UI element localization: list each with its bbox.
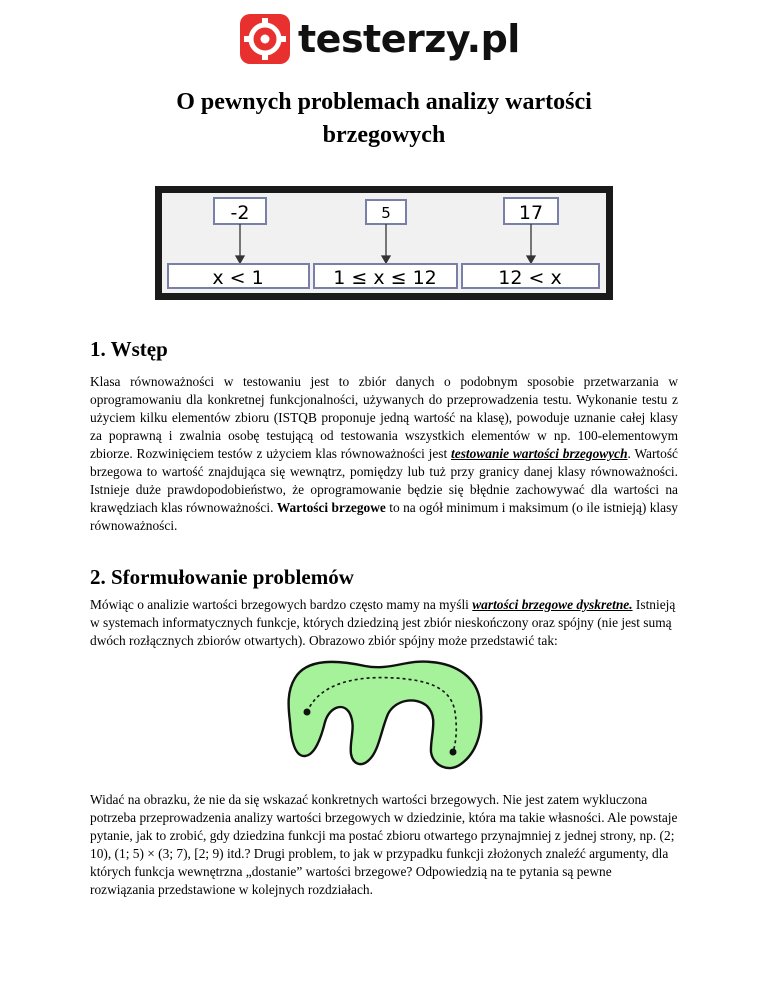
class-label-1: x < 1 <box>212 267 264 289</box>
page-title <box>0 86 768 152</box>
value-label-2: 5 <box>381 204 391 222</box>
class-label-3: 12 < x <box>498 267 562 289</box>
equivalence-class-figure <box>155 186 613 300</box>
intro-text-3: to na ogół minimum i maksimum (o ile istnieją) klasy równoważności. <box>90 500 678 533</box>
problems-paragraph <box>90 596 678 650</box>
term-discrete-boundary-values: wartości brzegowe dyskretne. <box>472 597 633 612</box>
problems-text-1: Mówiąc o analizie wartości brzegowych bardzo często mamy na myśli <box>90 597 473 612</box>
value-label-3: 17 <box>518 202 544 224</box>
intro-text-2: . Wartość brzegowa to wartość znajdująca się wewnątrz, pomiędzy lub tuż przy granicy danej klasy równoważności. Istnieje duże prawdopodobieństwo, że oprogramowanie będzie się błędnie zachowywać dla wartości na krawędziach klas równoważności. <box>90 446 678 515</box>
conclusion-paragraph: Widać na obrazku, że nie da się wskazać konkretnych wartości brzegowych. Nie jest zatem wykluczona potrzeba przeprowadzenia analizy wartości brzegowych w dziedzinie, która ma takie własności. Ale powstaje pytanie, jak to zrobić, gdy dziedzina funkcji ma postać zbioru otwartego przynajmniej z jednej strony, np. (2; 10), (1; 5) × (3; 7), [2; 9) itd.? Drugi problem, to jak w przypadku funkcji złożonych znaleźć argumenty, dla których funkcja wewnętrzna „dostanie” wartości brzegowe? Odpowiedzią na te pytania są pewne rozwiązania przedstawione w kolejnych rozdziałach. <box>90 792 678 897</box>
path-end-point <box>450 749 457 756</box>
logo-text: testerzy.pl <box>298 17 520 61</box>
term-boundary-values: Wartości brzegowe <box>276 500 386 515</box>
connected-set-illustration <box>285 656 490 771</box>
path-start-point <box>304 709 311 716</box>
problems-text-2: Istnieją w systemach informatycznych funkcje, których dziedziną jest zbiór nieskończony oraz spójny (nie jest sumą dwóch rozłącznych zbiorów otwartych). Obrazowo zbiór spójny może przedstawić tak: <box>90 597 676 648</box>
target-gear-icon <box>240 14 290 64</box>
title-line-1: O pewnych problemach analizy wartości <box>176 89 592 115</box>
intro-text-1: Klasa równoważności w testowaniu jest to zbiór danych o podobnym sposobie przetwarzania w oprogramowaniu dla konkretnej funkcjonalności, używanych do przeprowadzenia testu. Wykonanie testu z użyciem kilku elementów zbioru (ISTQB proponuje jedną wartość na klasę), powoduje uznanie całej klasy za poprawną i zwalnia osobę testującą od testowania wszystkich elementów w np. 100-elementowym zbiorze. Rozwinięciem testów z użyciem klas równoważności jest <box>90 374 678 461</box>
class-label-2: 1 ≤ x ≤ 12 <box>333 267 437 289</box>
title-line-2: brzegowych <box>322 122 446 148</box>
value-label-1: -2 <box>230 202 250 224</box>
logo <box>240 12 520 66</box>
section-heading-intro: 1. Wstęp <box>90 337 168 361</box>
term-boundary-testing: testowanie wartości brzegowych <box>451 446 628 461</box>
section-heading-problems: 2. Sformułowanie problemów <box>90 565 354 589</box>
intro-paragraph <box>90 373 678 535</box>
